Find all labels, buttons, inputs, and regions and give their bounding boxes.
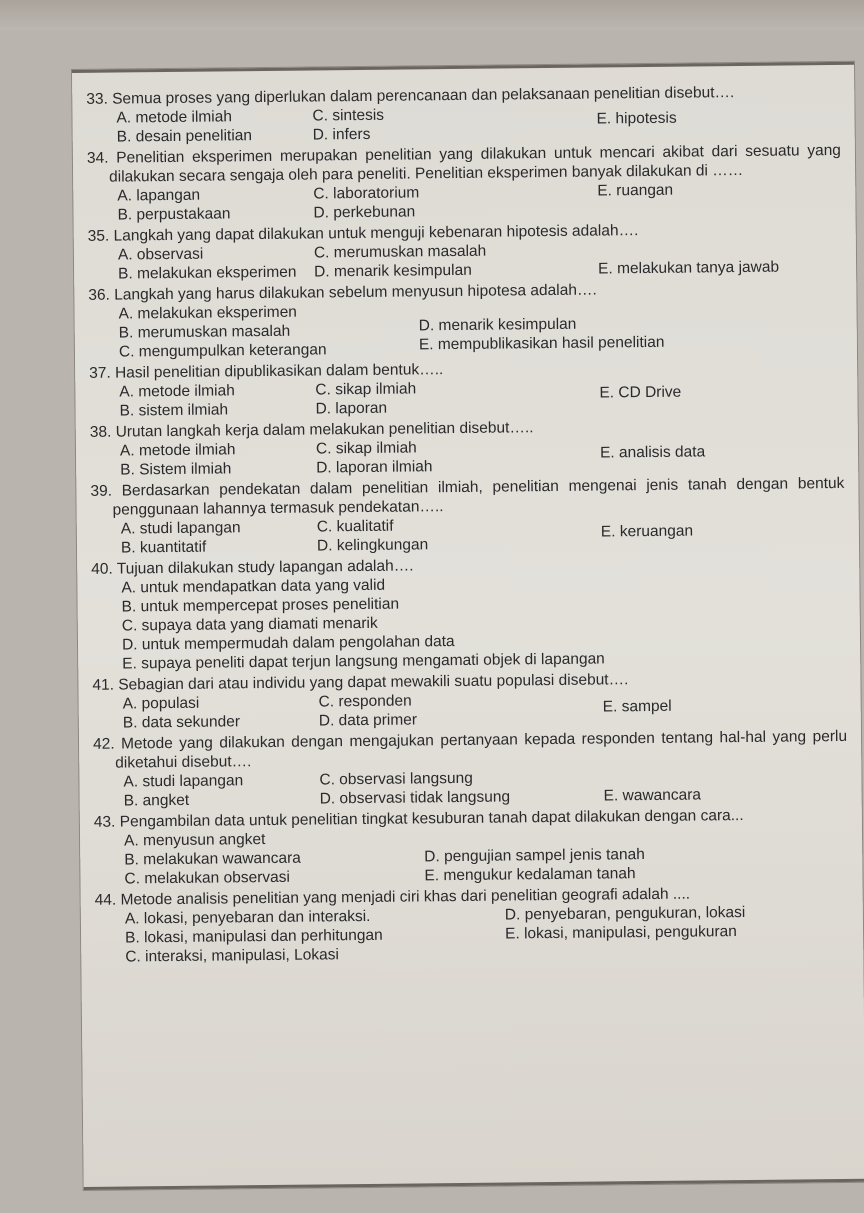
option-e: E. analisis data	[599, 443, 706, 462]
question-stem: 33. Semua proses yang diperlukan dalam perencanaan dan pelaksanaan penelitian disebut….	[86, 84, 735, 108]
option-c: C. sikap ilmiah	[315, 380, 417, 399]
question-stem: 35. Langkah yang dapat dilakukan untuk menguji kebenaran hipotesis adalah….	[87, 222, 639, 245]
option-d: D. perkebunan	[313, 203, 416, 222]
option-e: E. supaya peneliti dapat terjun langsung mengamati objek di lapangan	[122, 650, 605, 673]
option-b: B. lokasi, manipulasi dan perhitungan	[125, 926, 383, 947]
option-a: A. metode ilmiah	[116, 108, 233, 127]
option-a: A. untuk mendapatkan data yang valid	[121, 576, 386, 597]
option-e: E. sampel	[602, 697, 672, 716]
option-c: C. supaya data yang diamati menarik	[121, 614, 378, 635]
option-c: C. laboratorium	[313, 184, 420, 203]
option-b: B. melakukan eksperimen	[118, 263, 297, 283]
option-c: C. melakukan observasi	[124, 868, 290, 888]
option-c: C. sintesis	[312, 106, 385, 125]
option-d: D. kelingkungan	[316, 536, 429, 555]
option-a: A. menyusun angket	[123, 831, 266, 850]
question-stem: 38. Urutan langkah kerja dalam melakukan penelitian disebut…..	[89, 419, 534, 441]
question-39	[90, 474, 845, 558]
question-stem: 37. Hasil penelitian dipublikasikan dalam bentuk…..	[89, 361, 444, 382]
question-stem: 43. Pengambilan data untuk penelitian tingkat kesuburan tanah dapat dilakukan dengan cara...	[93, 807, 744, 831]
option-e: E. keruangan	[600, 522, 694, 541]
option-b: B. desain penelitian	[116, 127, 253, 146]
option-e: E. mempublikasikan hasil penelitian	[418, 333, 665, 354]
option-b: B. untuk mempercepat proses penelitian	[121, 595, 400, 616]
option-c: C. responden	[318, 692, 412, 711]
option-d: D. menarik kesimpulan	[418, 315, 577, 335]
option-c: C. merumuskan masalah	[313, 242, 487, 262]
option-e: E. hipotesis	[596, 109, 677, 128]
option-b: B. Sistem ilmiah	[120, 460, 232, 479]
sheet-border-bottom	[84, 1179, 864, 1190]
question-36	[88, 278, 843, 362]
question-43	[94, 805, 849, 889]
question-stem: 42. Metode yang dilakukan dengan mengajukan pertanyaan kepada responden tentang hal-hal yang perlu diketahui disebut….	[92, 727, 848, 772]
option-e: E. wawancara	[603, 786, 702, 805]
option-d: D. data primer	[318, 711, 418, 730]
option-b: B. angket	[123, 791, 190, 810]
option-b: B. merumuskan masalah	[118, 322, 291, 342]
option-a: A. melakukan eksperimen	[118, 303, 297, 323]
option-d: D. observasi tidak langsung	[319, 788, 511, 808]
option-d: D. penyebaran, pengukuran, lokasi	[504, 903, 746, 924]
option-a: A. lokasi, penyebaran dan interaksi.	[124, 907, 371, 928]
option-d: D. menarik kesimpulan	[314, 261, 472, 281]
option-b: B. melakukan wawancara	[124, 849, 301, 869]
option-c: C. kualitatif	[316, 517, 394, 536]
option-e: E. ruangan	[597, 181, 674, 200]
option-a: A. metode ilmiah	[119, 441, 236, 460]
option-a: A. lapangan	[117, 186, 201, 205]
question-44	[95, 883, 850, 967]
option-d: D. laporan ilmiah	[316, 458, 433, 477]
option-a: A. observasi	[117, 245, 204, 264]
question-40	[91, 552, 846, 674]
question-41	[92, 668, 847, 733]
option-a: A. studi lapangan	[120, 519, 241, 538]
option-e: E. mengukur kedalaman tanah	[424, 865, 636, 885]
option-b: B. perpustakaan	[117, 205, 231, 224]
option-c: C. mengumpulkan keterangan	[118, 341, 327, 361]
option-e: E. CD Drive	[599, 383, 682, 402]
option-a: A. metode ilmiah	[119, 382, 235, 401]
option-d: D. infers	[312, 125, 371, 144]
question-33	[86, 82, 841, 147]
question-list	[86, 82, 849, 969]
question-42	[93, 727, 848, 811]
exam-sheet	[72, 62, 864, 1190]
sheet-border-top	[72, 62, 854, 73]
question-stem: 41. Sebagian dari atau individu yang dapat mewakili suatu populasi disebut….	[92, 671, 629, 694]
option-c: C. observasi langsung	[319, 769, 473, 789]
question-38	[90, 415, 845, 480]
question-stem: 44. Metode analisis penelitian yang menjadi ciri khas dari penelitian geografi adalah ....	[94, 885, 691, 909]
option-e: E. melakukan tanya jawab	[598, 258, 780, 278]
option-b: B. data sekunder	[122, 713, 241, 732]
background-strip	[0, 0, 864, 30]
question-34	[87, 141, 842, 225]
question-37	[89, 356, 844, 421]
question-stem: 36. Langkah yang harus dilakukan sebelum menyusun hipotesa adalah….	[88, 281, 597, 304]
option-c: C. sikap ilmiah	[315, 439, 417, 458]
option-d: D. laporan	[315, 399, 388, 418]
question-stem: 40. Tujuan dilakukan study lapangan adalah….	[91, 557, 414, 578]
option-b: B. sistem ilmiah	[119, 401, 229, 420]
option-c: C. interaksi, manipulasi, Lokasi	[125, 946, 340, 966]
option-a: A. populasi	[122, 694, 200, 713]
option-a: A. studi lapangan	[123, 772, 244, 791]
question-35	[88, 219, 843, 284]
option-d: D. untuk mempermudah dalam pengolahan data	[121, 633, 455, 654]
option-d: D. pengujian sampel jenis tanah	[424, 846, 645, 866]
question-stem: 39. Berdasarkan pendekatan dalam penelitian ilmiah, penelitian mengenai jenis tanah dengan bentuk penggunaan lahannya termasuk pendekatan…..	[90, 474, 845, 519]
question-stem: 34. Penelitian eksperimen merupakan penelitian yang dilakukan untuk mencari akibat dari sesuatu yang dilakukan secara sengaja oleh para peneliti. Penelitian eksperimen banyak dilakukan di ……	[86, 141, 841, 186]
option-e: E. lokasi, manipulasi, pengukuran	[504, 923, 737, 943]
option-b: B. kuantitatif	[120, 538, 207, 557]
